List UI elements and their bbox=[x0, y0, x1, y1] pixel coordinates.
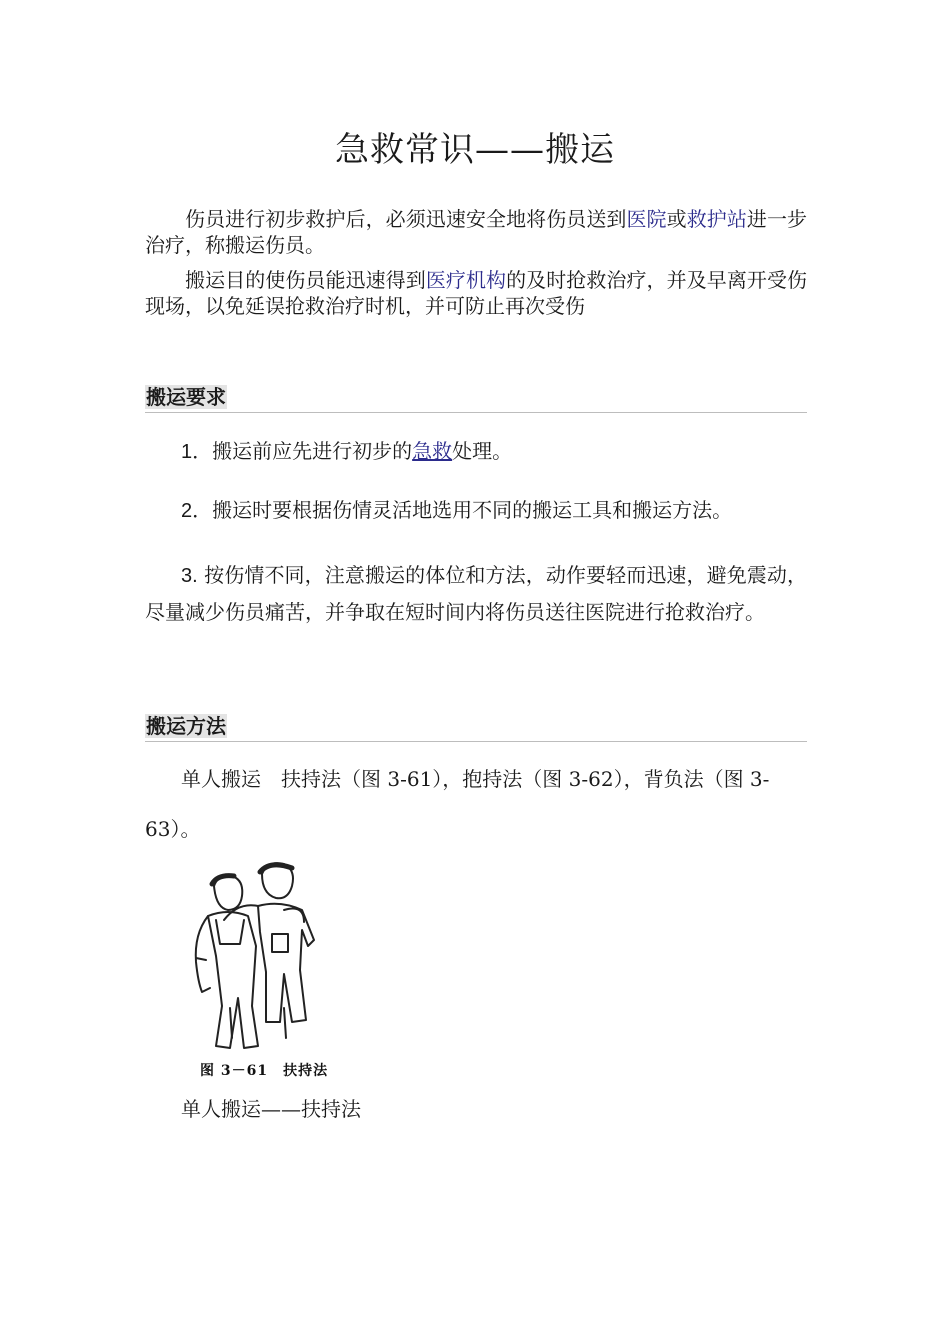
item-text: 搬运时要根据伤情灵活地选用不同的搬运工具和搬运方法。 bbox=[212, 498, 733, 522]
figure-caption bbox=[145, 1096, 807, 1122]
aid-station-link[interactable]: 救护站 bbox=[686, 207, 747, 231]
intro-text: 的及时抢救治疗，并及早离开受伤现场，以免延误抢救治疗时机，并可防止再次受伤 bbox=[145, 268, 808, 318]
item-number: 2． bbox=[181, 500, 213, 522]
first-aid-link[interactable]: 急救 bbox=[412, 439, 453, 463]
methods-text: 63）。 bbox=[145, 817, 201, 841]
requirement-item-2 bbox=[145, 497, 807, 524]
heading-text: 搬运要求 bbox=[146, 385, 226, 409]
item-number: 3. bbox=[181, 565, 198, 587]
item-text: 按伤情不同，注意搬运的体位和方法，动作要轻而迅速，避免震动，尽量减少伤员痛苦，并争取在短时间内将伤员送往医院进行抢救治疗。 bbox=[145, 563, 808, 624]
methods-line-2 bbox=[145, 816, 807, 842]
requirement-item-3 bbox=[145, 557, 807, 630]
intro-text: 进一步治疗，称搬运伤员。 bbox=[145, 207, 808, 257]
intro-text: 或 bbox=[666, 207, 687, 231]
heading-text: 搬运方法 bbox=[146, 714, 226, 738]
medical-institution-link[interactable]: 医疗机构 bbox=[425, 268, 507, 292]
intro-paragraph-2 bbox=[145, 267, 807, 319]
support-carry-illustration bbox=[180, 858, 340, 1080]
section-heading-methods bbox=[145, 713, 807, 742]
item-number: 1． bbox=[181, 441, 213, 463]
page-title: 急救常识——搬运 bbox=[335, 130, 615, 170]
intro-text: 伤员进行初步救护后，必须迅速安全地将伤员送到 bbox=[185, 207, 627, 231]
section-heading-requirements bbox=[145, 384, 807, 413]
item-text: 处理。 bbox=[452, 439, 513, 463]
item-text: 搬运前应先进行初步的 bbox=[212, 439, 413, 463]
methods-text: 单人搬运 扶持法（图 3-61），抱持法（图 3-62），背负法（图 3- bbox=[181, 767, 770, 791]
caption-text: 单人搬运——扶持法 bbox=[181, 1097, 361, 1121]
figure-label: 图 3－61 扶持法 bbox=[200, 1063, 329, 1079]
intro-text: 搬运目的使伤员能迅速得到 bbox=[185, 268, 426, 292]
intro-paragraph-1 bbox=[145, 206, 807, 258]
methods-line-1 bbox=[145, 766, 807, 792]
hospital-link[interactable]: 医院 bbox=[626, 207, 667, 231]
requirement-item-1 bbox=[145, 438, 807, 465]
